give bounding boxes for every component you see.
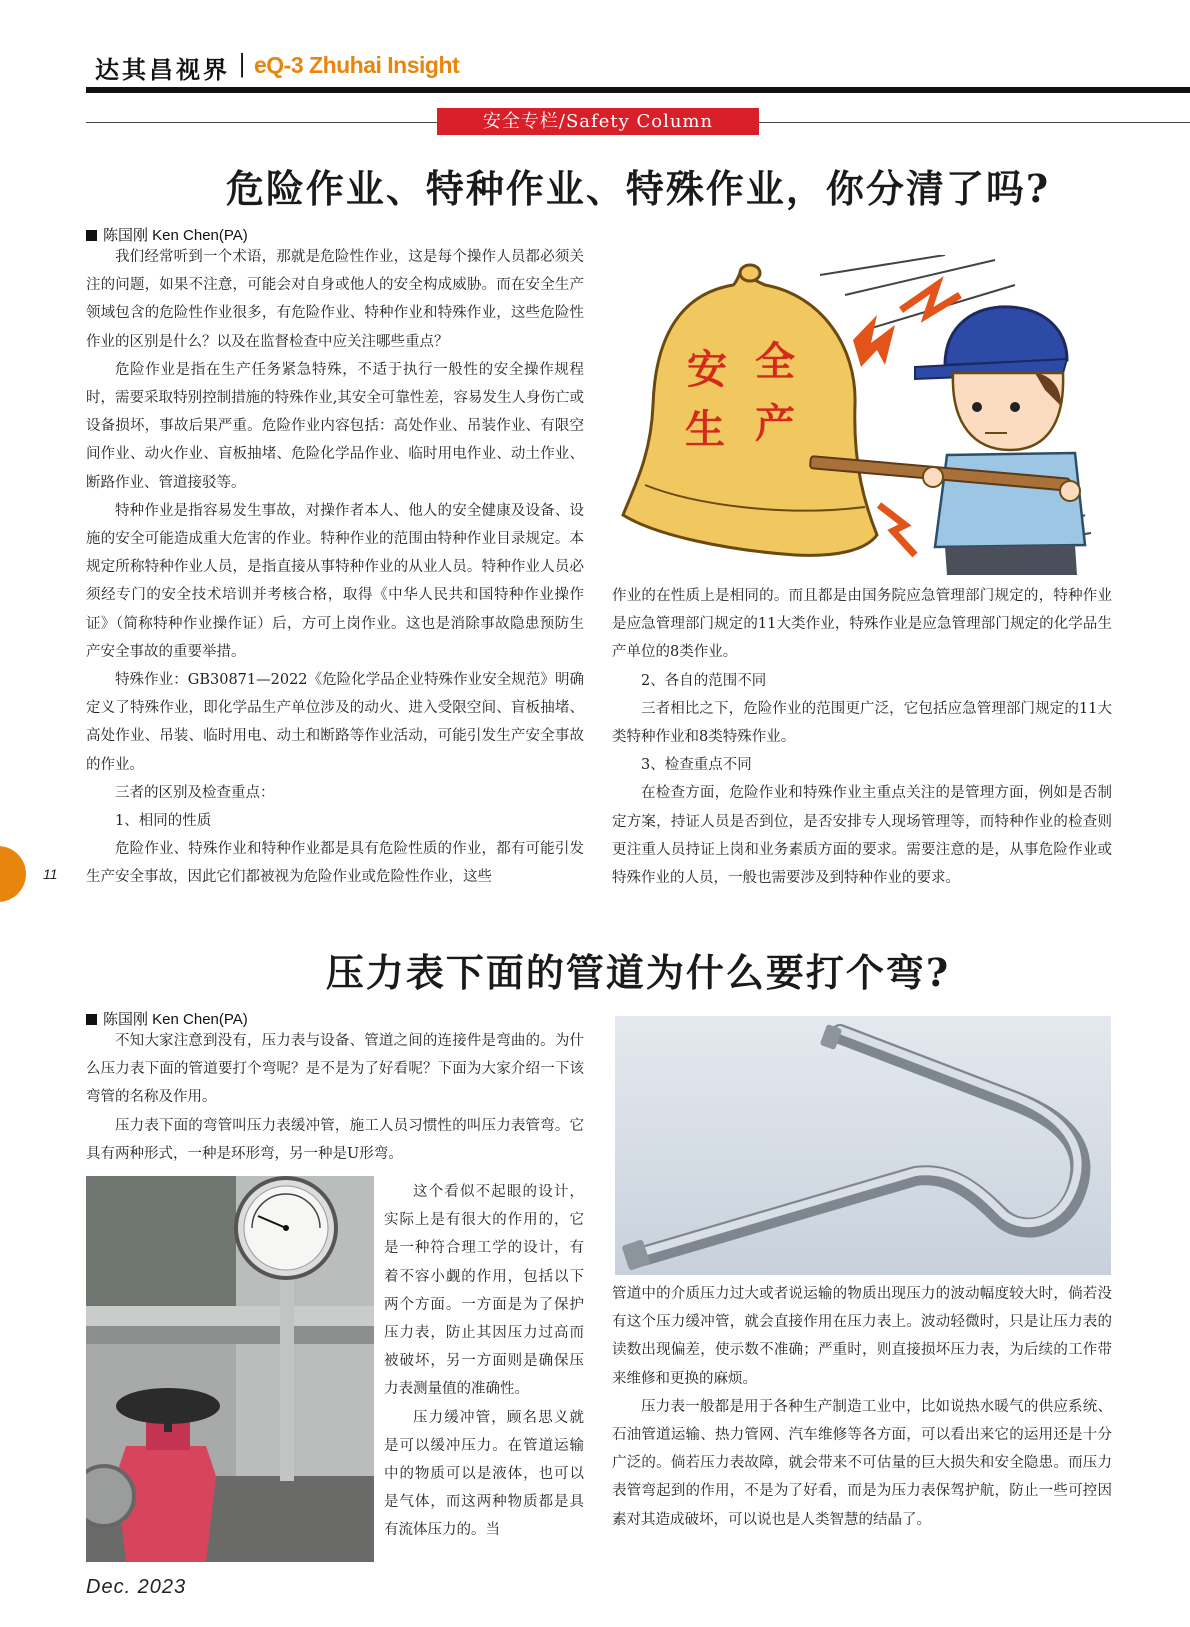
paragraph: 1、相同的性质 xyxy=(115,813,212,830)
paragraph: 压力表一般都是用于各种生产制造工业中，比如说热水暖气的供应系统、石油管道运输、热力管网、汽车维修等各方面，可以看出来它的运用还是十分广泛的。倘若压力表故障，就会带来不可估量的巨大损失和安全隐患。而压力表管弯起到的作用，不是为了好看，而是为压力表保驾护航，防止一些可控因素对其造成破坏，可以说也是人类智慧的结晶了。 xyxy=(612,1398,1112,1528)
safety-bell-illustration xyxy=(615,255,1111,575)
article-2-title: 压力表下面的管道为什么要打个弯? xyxy=(325,950,951,995)
bell-character: 安 xyxy=(687,346,727,393)
byline-square-icon xyxy=(86,1014,97,1025)
article-1-right-column xyxy=(612,582,1112,892)
paragraph: 特种作业是指容易发生事故，对操作者本人、他人的安全健康及设备、设施的安全可能造成重大危害的作业。特种作业的范围由特种作业目录规定。本规定所称特种作业人员，是指直接从事特种作业的从业人员。特种作业人员必须经专门的安全技术培训并考核合格，取得《中华人民共和国特种作业操作证》（简称特种作业操作证）后，方可上岗作业。这也是消除事故隐患预防生产安全事故的重要举措。 xyxy=(86,502,584,660)
header-rule xyxy=(86,87,1190,93)
masthead-english: eQ-3 Zhuhai Insight xyxy=(254,52,460,78)
paragraph: 压力表下面的弯管叫压力表缓冲管，施工人员习惯性的叫压力表管弯。它具有两种形式，一种是环形弯，另一种是U形弯。 xyxy=(86,1117,584,1162)
paragraph: 特殊作业：GB30871—2022《危险化学品企业特殊作业安全规范》明确定义了特殊作业，即化学品生产单位涉及的动火、进入受限空间、盲板抽堵、高处作业、吊装、临时用电、动土和断路等作业活动，可能引发生产安全事故的作业。 xyxy=(86,672,584,773)
bell-character: 产 xyxy=(755,400,795,447)
article-1-title: 危险作业、特种作业、特殊作业，你分清了吗? xyxy=(225,166,1051,211)
paragraph: 2、各自的范围不同 xyxy=(641,672,767,689)
byline-square-icon xyxy=(86,230,97,241)
pressure-gauge-photo xyxy=(86,1176,374,1562)
u-shaped-pipe-photo xyxy=(615,1016,1111,1275)
article-1-byline xyxy=(86,224,248,245)
article-2-narrow-column xyxy=(384,1178,584,1545)
paragraph: 三者相比之下，危险作业的范围更广泛，它包括应急管理部门规定的11大类特种作业和8类特殊作业。 xyxy=(612,700,1112,746)
paragraph: 这个看似不起眼的设计，实际上是有很大的作用的，它是一种符合理工学的设计，有着不容小觑的作用，包括以下两个方面。一方面是为了保护压力表，防止其因压力过高而被破坏，另一方面则是确保压力表测量值的准确性。 xyxy=(384,1184,584,1398)
paragraph: 我们经常听到一个术语，那就是危险性作业，这是每个操作人员都必须关注的问题，如果不注意，可能会对自身或他人的安全构成威胁。而在安全生产领域包含的危险性作业很多，有危险作业、特种作业和特殊作业，这些危险性作业的区别是什么？以及在监督检查中应关注哪些重点？ xyxy=(86,249,584,350)
issue-date: Dec. 2023 xyxy=(86,1576,187,1598)
article-2-left-intro xyxy=(86,1027,584,1168)
paragraph: 作业的在性质上是相同的。而且都是由国务院应急管理部门规定的，特种作业是应急管理部门规定的11大类作业，特殊作业是应急管理部门规定的化学品生产单位的8类作业。 xyxy=(612,588,1112,661)
article-1-author: 陈国刚 Ken Chen(PA) xyxy=(103,227,248,244)
paragraph: 危险作业是指在生产任务紧急特殊，不适于执行一般性的安全操作规程时，需要采取特别控制措施的特殊作业,其安全可靠性差，容易发生人身伤亡或设备损坏，事故后果严重。危险作业内容包括：高处作业、吊装作业、有限空间作业、动火作业、盲板抽堵、危险化学品作业、临时用电作业、动土作业、断路作业、管道接驳等。 xyxy=(86,361,584,491)
masthead-chinese: 达其昌视界 xyxy=(95,55,230,84)
paragraph: 三者的区别及检查重点： xyxy=(115,784,275,801)
paragraph: 不知大家注意到没有，压力表与设备、管道之间的连接件是弯曲的。为什么压力表下面的管道要打个弯呢？是不是为了好看呢？下面为大家介绍一下该弯管的名称及作用。 xyxy=(86,1033,584,1106)
bell-character: 全 xyxy=(755,338,795,385)
article-2-byline xyxy=(86,1008,248,1029)
paragraph: 压力缓冲管，顾名思义就是可以缓冲压力。在管道运输中的物质可以是液体，也可以是气体，而这两种物质都是具有流体压力的。当 xyxy=(384,1409,584,1539)
page-tab-marker xyxy=(0,846,26,902)
masthead-separator: | xyxy=(238,50,247,78)
article-2-author: 陈国刚 Ken Chen(PA) xyxy=(103,1011,248,1028)
paragraph: 3、检查重点不同 xyxy=(641,757,752,774)
bell-character: 生 xyxy=(685,406,725,453)
paragraph: 危险作业、特殊作业和特种作业都是具有危险性质的作业，都有可能引发生产安全事故，因此它们都被视为危险作业或危险性作业，这些 xyxy=(86,841,584,886)
article-1-left-column xyxy=(86,243,584,892)
paragraph: 在检查方面，危险作业和特殊作业主重点关注的是管理方面，例如是否制定方案，持证人员是否到位，是否安排专人现场管理等，而特种作业的检查则更注重人员持证上岗和业务素质方面的要求。需要注意的是，从事危险作业或特殊作业的人员，一般也需要涉及到特种作业的要求。 xyxy=(612,785,1112,887)
column-tab: 安全专栏/Safety Column xyxy=(437,108,759,135)
paragraph: 管道中的介质压力过大或者说运输的物质出现压力的波动幅度较大时，倘若没有这个压力缓冲管，就会直接作用在压力表上。波动轻微时，只是让压力表的读数出现偏差，使示数不准确；严重时，则直接损坏压力表，为后续的工作带来维修和更换的麻烦。 xyxy=(612,1286,1112,1387)
article-2-right-column xyxy=(612,1280,1112,1534)
page-number: 11 xyxy=(43,866,58,882)
